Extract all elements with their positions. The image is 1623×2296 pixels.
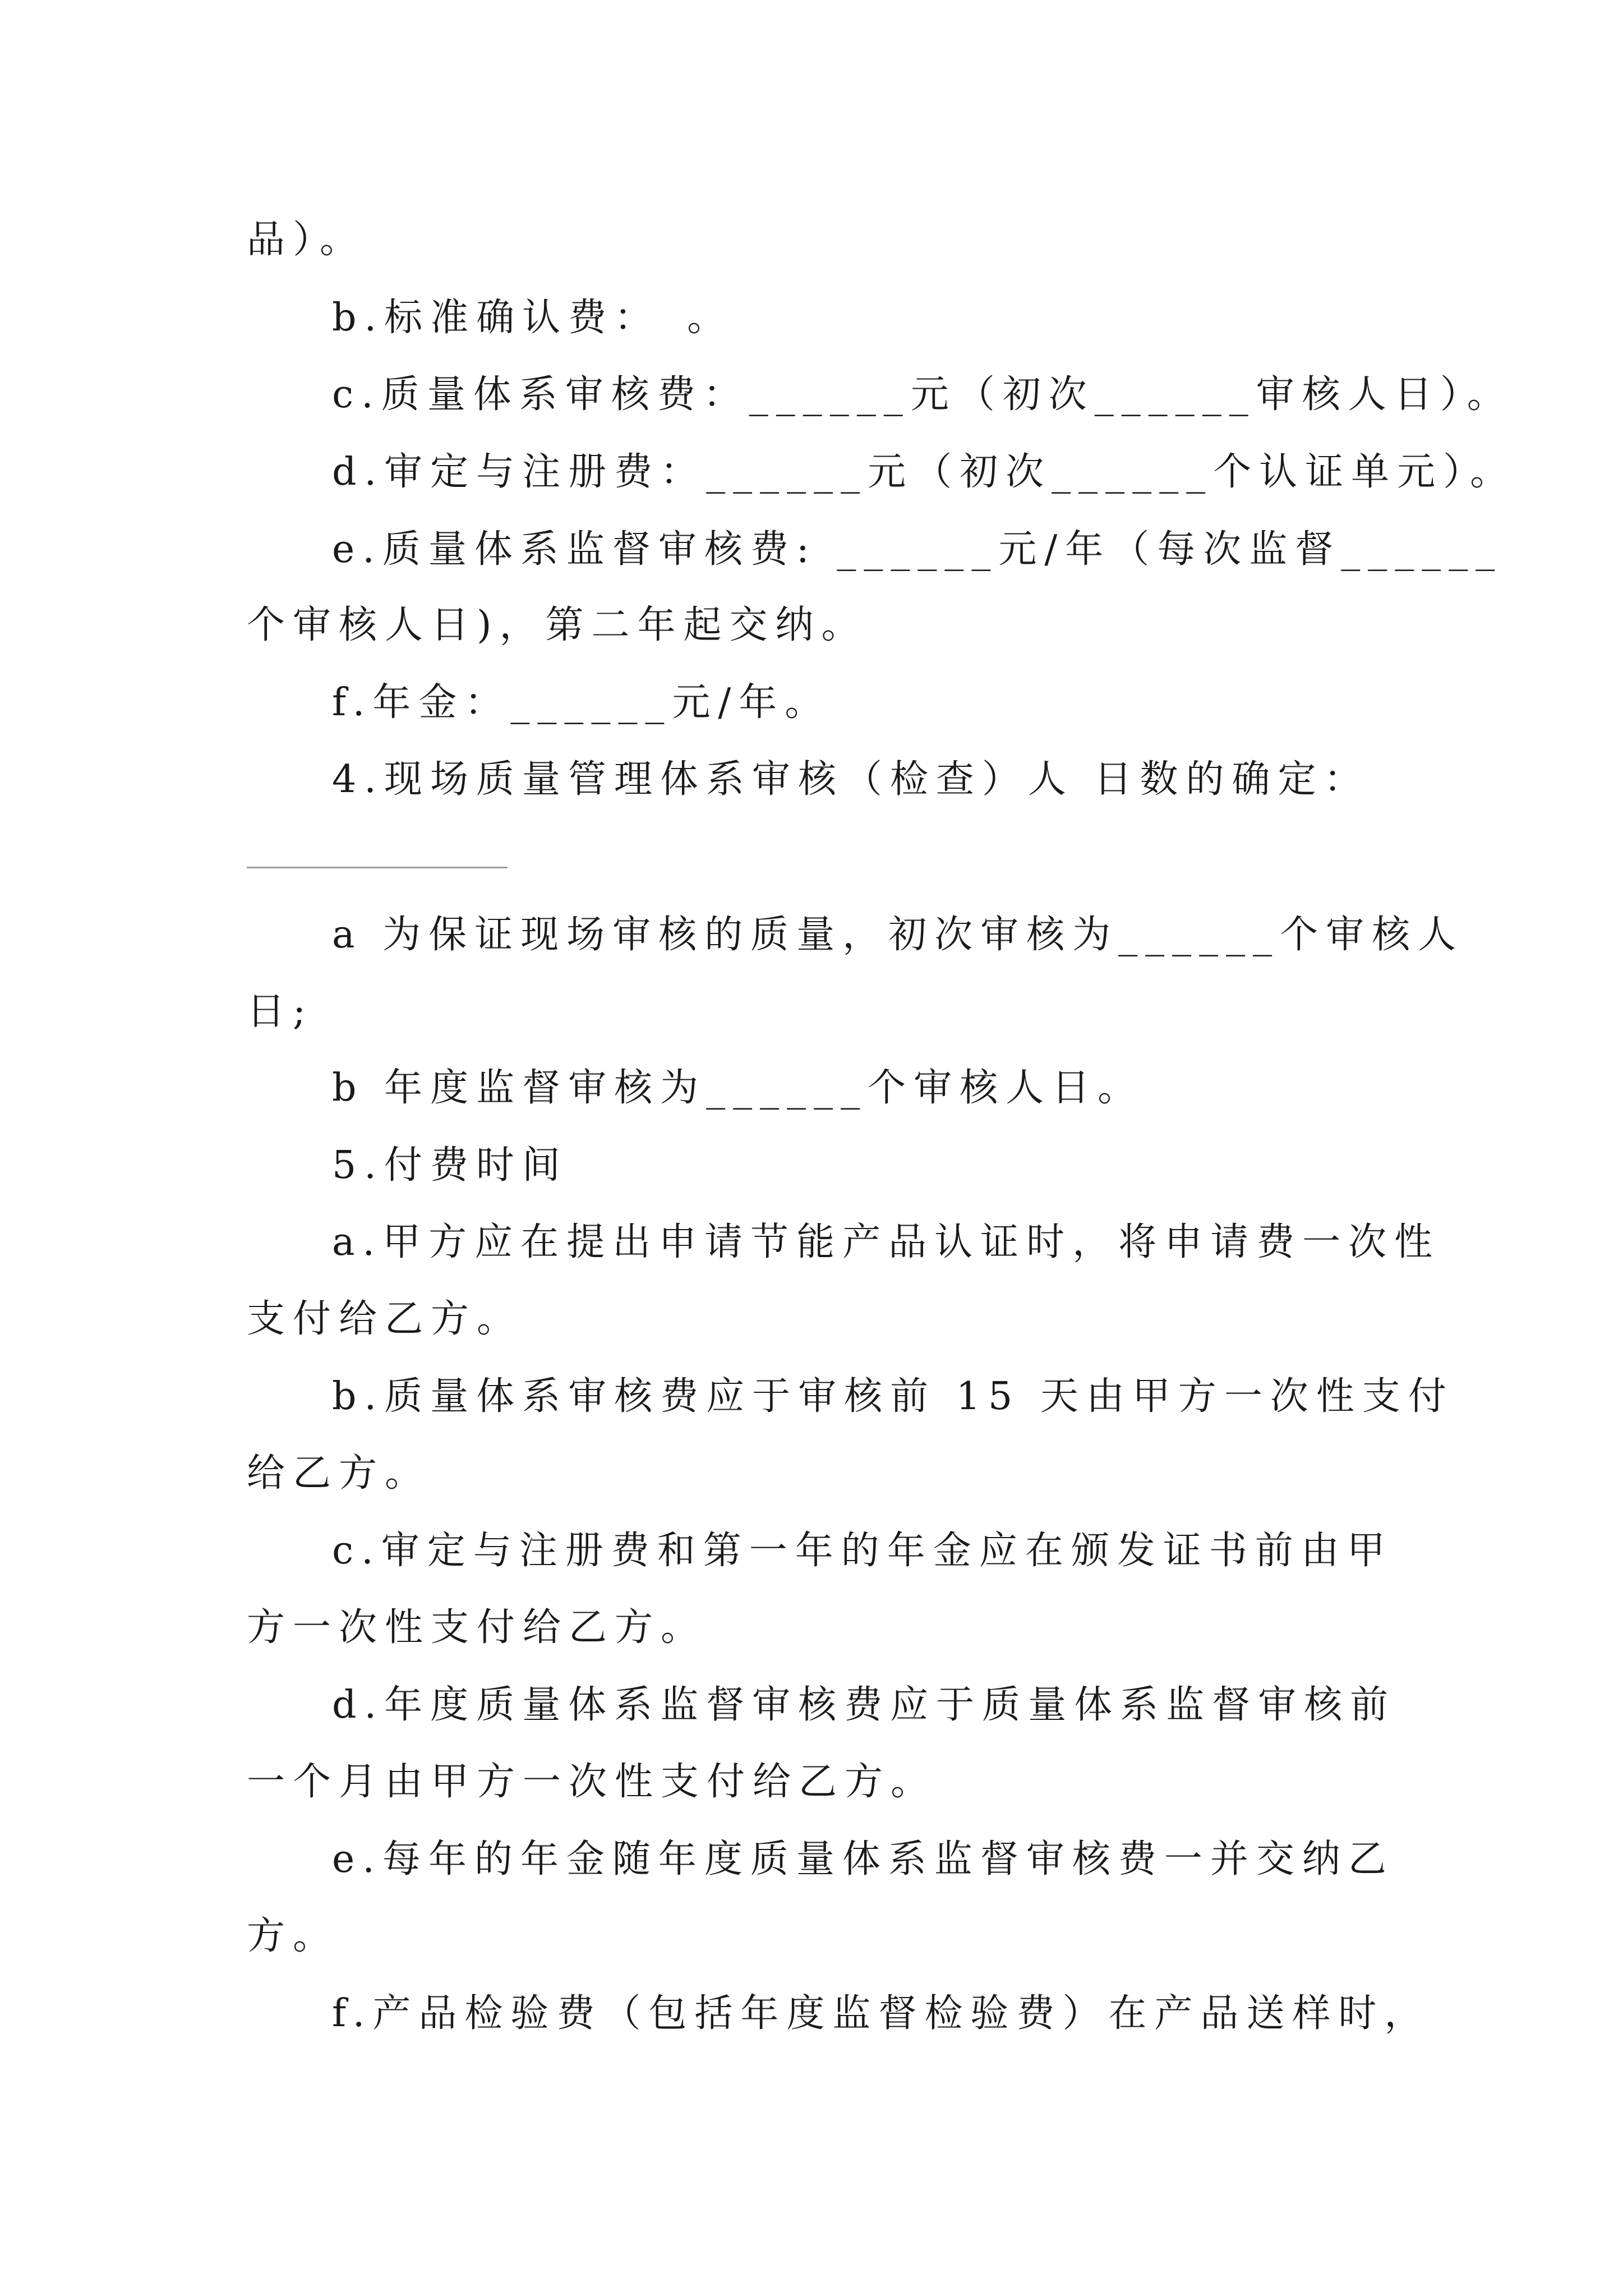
text-line: a 为保证现场审核的质量，初次审核为______个审核人 — [332, 913, 1464, 957]
text-line: b.标准确认费： 。 — [332, 296, 734, 340]
text-line: c.质量体系审核费：______元（初次______审核人日）。 — [332, 372, 1513, 417]
text-line: f.年金：______元/年。 — [332, 680, 831, 725]
blank-underline — [247, 867, 508, 868]
text-line: 个审核人日)，第二年起交纳。 — [247, 603, 868, 647]
text-line: 品）。 — [247, 218, 366, 262]
text-line: c.审定与注册费和第一年的年金应在颁发证书前由甲 — [332, 1529, 1393, 1573]
text-line: 5.付费时间 — [332, 1143, 568, 1188]
text-line: e.质量体系监督审核费: ______元/年（每次监督______ — [332, 527, 1503, 572]
text-line: b.质量体系审核费应于审核前 15 天由甲方一次性支付 — [332, 1374, 1454, 1419]
text-line: d.审定与注册费：______元（初次______个认证单元）。 — [332, 450, 1516, 494]
text-line: e.每年的年金随年度质量体系监督审核费一并交纳乙 — [332, 1837, 1394, 1881]
text-line: 方一次性支付给乙方。 — [247, 1605, 707, 1650]
text-line: f.产品检验费（包括年度监督检验费）在产品送样时， — [332, 1991, 1431, 2036]
text-line: 方。 — [247, 1914, 339, 1958]
text-line: 日; — [247, 990, 313, 1034]
text-line: d.年度质量体系监督审核费应于质量体系监督审核前 — [332, 1683, 1396, 1727]
text-line: b 年度监督审核为______个审核人日。 — [332, 1066, 1144, 1110]
text-line: 4.现场质量管理体系审核（检查）人 日数的确定： — [332, 757, 1370, 802]
text-line: a.甲方应在提出申请节能产品认证时，将申请费一次性 — [332, 1220, 1441, 1264]
text-line: 支付给乙方。 — [247, 1297, 523, 1341]
text-line: 一个月由甲方一次性支付给乙方。 — [247, 1760, 937, 1804]
text-line: 给乙方。 — [247, 1451, 431, 1496]
